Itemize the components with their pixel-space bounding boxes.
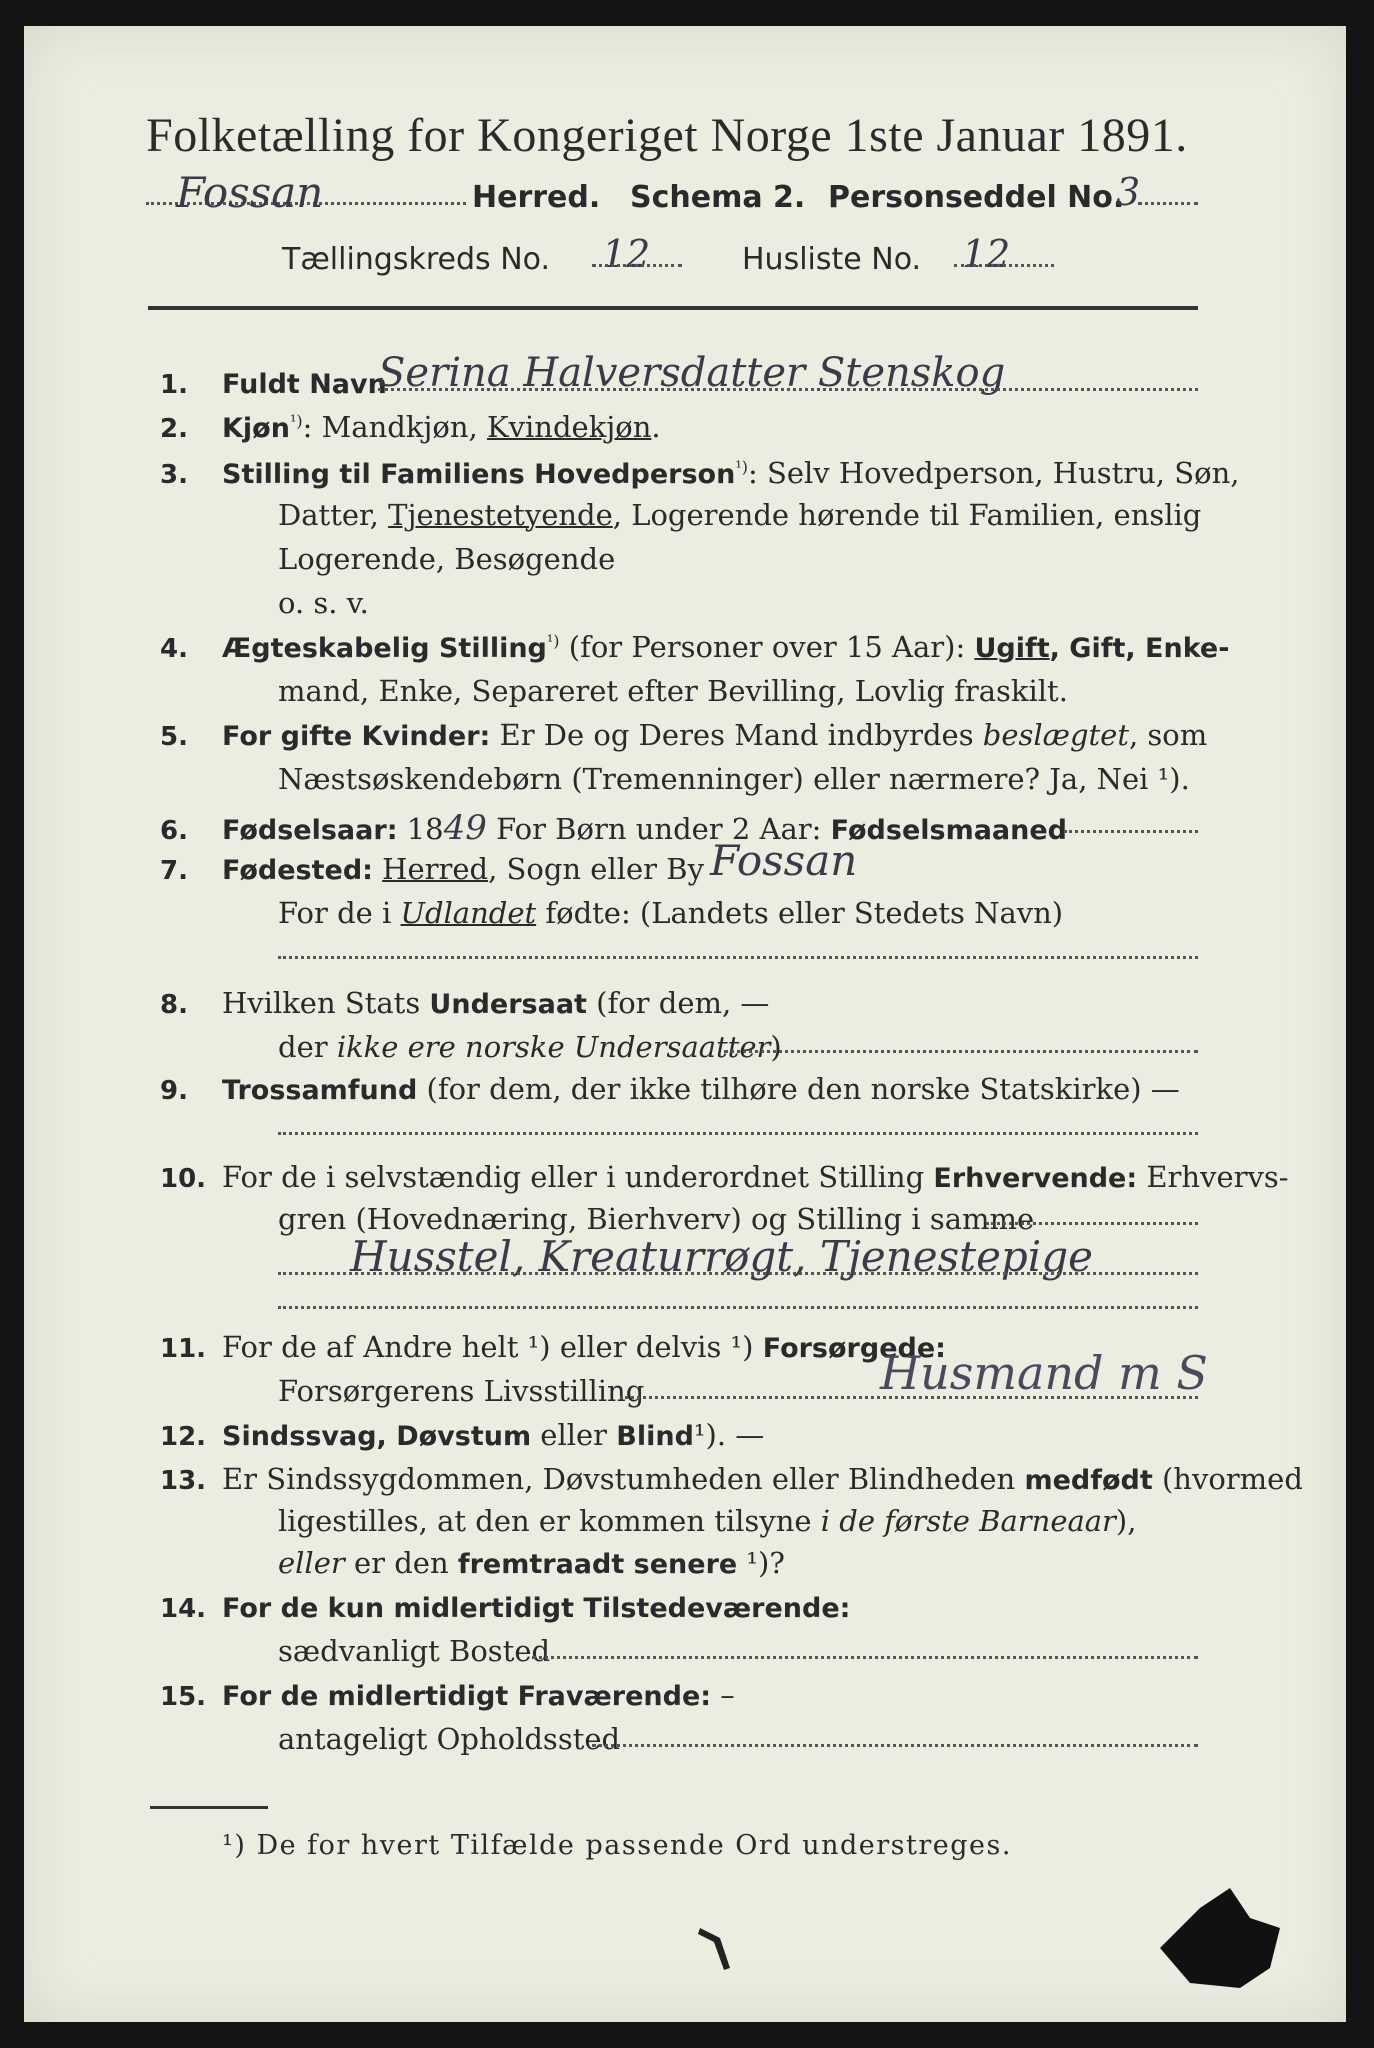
q-text: Er Sindssygdommen, Døvstumheden eller Blindheden — [222, 1462, 1025, 1496]
q-label: Erhvervende: — [933, 1163, 1138, 1194]
question-8-line-2 — [278, 1030, 782, 1064]
q-label: Fuldt Navn — [222, 369, 387, 400]
dotted-leader — [592, 264, 682, 267]
question-5 — [160, 718, 1207, 752]
selected-option: Kvindekjøn — [486, 410, 652, 444]
q-text: , som — [1128, 718, 1208, 752]
form-title: Folketælling for Kongeriget Norge 1ste Januar 1891. — [146, 109, 1188, 162]
q-text: For de i selvstændig eller i underordnet Stilling — [222, 1160, 934, 1194]
occupation-value: Husstel, Kreaturrøgt, Tjenestepige — [350, 1232, 1093, 1281]
q-label: Blind — [616, 1421, 694, 1452]
question-5-line-2: Næstsøskendebørn (Tremenninger) eller nærmere? Ja, Nei ¹). — [278, 762, 1190, 796]
q-label: Fødselsaar: — [222, 815, 398, 846]
q-label: Stilling til Familiens Hovedperson — [222, 459, 736, 490]
q-text: , Gift, Enke- — [1049, 633, 1230, 664]
q-label: Ægteskabelig Stilling — [222, 633, 547, 664]
question-13-line-2 — [278, 1504, 1136, 1538]
question-10 — [160, 1160, 1289, 1194]
q-text: ) — [770, 1030, 782, 1064]
footnote: ¹) De for hvert Tilfælde passende Ord understreges. — [222, 1830, 1012, 1861]
dotted-leader — [954, 264, 1054, 267]
q-text: Hvilken Stats — [222, 986, 421, 1020]
footnote-mark: ¹) — [735, 457, 748, 477]
kreds-line — [282, 232, 1082, 286]
personseddel-value: 3 — [1116, 170, 1141, 214]
q-number: 1. — [160, 370, 188, 400]
q-text: (hvormed — [1152, 1462, 1303, 1496]
dotted-leader — [278, 1132, 1198, 1135]
q-number: 13. — [160, 1466, 207, 1496]
dotted-leader — [278, 1306, 1198, 1309]
q-text: ), — [1115, 1504, 1137, 1538]
question-7-line-2 — [278, 896, 1063, 930]
q-number: 14. — [160, 1594, 207, 1624]
q-label: Trossamfund — [222, 1075, 418, 1106]
q-number: 9. — [160, 1076, 188, 1106]
q-text: For Børn under 2 Aar: — [486, 812, 831, 846]
q-text: fødte: (Landets eller Stedets Navn) — [536, 896, 1064, 930]
q-text: ¹)? — [737, 1546, 785, 1580]
full-name-value: Serina Halversdatter Stenskog — [378, 350, 1006, 396]
ink-blot — [1160, 1888, 1310, 1998]
dotted-leader — [592, 1744, 1198, 1747]
q-text: ¹). — — [693, 1418, 765, 1452]
dotted-leader — [278, 1272, 1198, 1275]
provider-occupation-value: Husmand m S — [880, 1346, 1208, 1400]
selected-option: Tjenestetyende — [388, 498, 613, 532]
dotted-leader — [1138, 202, 1198, 205]
q-label: medfødt — [1024, 1465, 1153, 1496]
q-text: Er De og Deres Mand indbyrdes — [490, 718, 983, 752]
q-number: 6. — [160, 816, 188, 846]
q-label: Sindssvag, Døvstum — [222, 1421, 532, 1452]
q-text: (for Personer over 15 Aar): — [559, 630, 975, 664]
q-text: Erhvervs- — [1137, 1160, 1289, 1194]
footnote-mark: ¹) — [289, 411, 303, 431]
q-text: – — [711, 1678, 735, 1712]
birth-year-value: 49 — [443, 808, 487, 848]
q-label: Fødested: — [222, 855, 373, 886]
husliste-label: Husliste No. — [742, 242, 922, 277]
dotted-leader — [986, 1222, 1198, 1225]
q-text: (for dem, — — [586, 986, 770, 1020]
q-number: 5. — [160, 722, 188, 752]
q-text-italic: Udlandet — [400, 896, 537, 930]
q-text: : Mandkjøn, — [302, 410, 487, 444]
question-7 — [160, 852, 704, 886]
q-label: Forsørgede: — [762, 1333, 946, 1364]
herred-label: Herred. — [472, 180, 601, 215]
q-label: Kjøn — [222, 413, 290, 444]
footnote-mark: ¹) — [546, 631, 560, 651]
question-3-line-4: o. s. v. — [278, 586, 369, 620]
q-number: 8. — [160, 990, 188, 1020]
census-form-page — [24, 26, 1346, 2022]
dotted-leader — [378, 388, 1198, 391]
herred-line — [146, 168, 1200, 224]
question-13-line-3 — [278, 1546, 785, 1580]
q-number: 7. — [160, 856, 188, 886]
q-number: 3. — [160, 460, 188, 490]
question-10-line-2: gren (Hovednæring, Bierhverv) og Stilling i samme — [278, 1202, 1035, 1236]
question-2 — [160, 410, 661, 444]
q-text: . — [651, 410, 661, 444]
q-number: 2. — [160, 414, 188, 444]
husliste-value: 12 — [962, 232, 1011, 276]
footnote-rule — [150, 1806, 268, 1809]
q-text: Datter, — [278, 498, 389, 532]
birthplace-value: Fossan — [710, 836, 858, 885]
header-divider — [148, 306, 1198, 310]
q-label: fremtraadt senere — [457, 1549, 738, 1580]
q-label: For de midlertidigt Fraværende: — [222, 1681, 712, 1712]
question-15 — [160, 1678, 735, 1712]
q-text: ligestilles, at den er kommen tilsyne — [278, 1504, 821, 1538]
q-text: (for dem, der ikke tilhøre den norske Statskirke) — — [417, 1072, 1180, 1106]
ink-mark — [690, 1918, 750, 1978]
kreds-label: Tællingskreds No. — [282, 242, 550, 277]
herred-value: Fossan — [176, 168, 324, 217]
selected-option: Herred — [382, 852, 489, 886]
question-6 — [160, 808, 1067, 848]
q-label: Fødselsmaaned — [830, 815, 1068, 846]
q-text: er den — [344, 1546, 458, 1580]
dotted-leader — [278, 956, 1198, 959]
personseddel-label: Personseddel No. — [828, 180, 1125, 215]
dotted-leader — [1064, 830, 1198, 833]
question-15-line-2: antageligt Opholdssted — [278, 1722, 621, 1756]
question-3-line-2 — [278, 498, 1201, 532]
q-text-italic: eller — [278, 1546, 345, 1580]
q-text: , Logerende hørende til Familien, enslig — [612, 498, 1202, 532]
question-9 — [160, 1072, 1180, 1106]
question-8 — [160, 986, 769, 1020]
question-3-line-3: Logerende, Besøgende — [278, 542, 616, 576]
question-4-line-2: mand, Enke, Separeret efter Bevilling, Lovlig fraskilt. — [278, 674, 1068, 708]
kreds-value: 12 — [602, 232, 651, 276]
dotted-leader — [532, 1656, 1198, 1659]
question-13 — [160, 1462, 1303, 1496]
q-text-italic: ikke ere norske Undersaatter — [336, 1030, 771, 1064]
dotted-leader — [724, 1050, 1198, 1053]
q-text-italic: beslægtet — [982, 718, 1129, 752]
q-text: For de af Andre helt ¹) eller delvis ¹) — [222, 1330, 763, 1364]
q-label: For gifte Kvinder: — [222, 721, 491, 752]
question-1 — [160, 366, 387, 400]
question-14-line-2: sædvanligt Bosted — [278, 1634, 551, 1668]
q-label: For de kun midlertidigt Tilstedeværende: — [222, 1593, 851, 1624]
q-number: 4. — [160, 634, 188, 664]
q-text: eller — [531, 1418, 617, 1452]
q-text: der — [278, 1030, 337, 1064]
selected-option: Ugift — [974, 633, 1050, 664]
q-label: Undersaat — [429, 989, 587, 1020]
question-4 — [160, 630, 1229, 664]
q-number: 10. — [160, 1164, 207, 1194]
q-text: For de i — [278, 896, 401, 930]
question-11 — [160, 1330, 946, 1364]
question-14 — [160, 1590, 850, 1624]
q-text: , Sogn eller By — [488, 852, 704, 886]
schema-label: Schema 2. — [630, 180, 806, 215]
q-text-italic: i de første Barneaar — [820, 1504, 1116, 1538]
q-number: 11. — [160, 1334, 207, 1364]
question-11-line-2: Forsørgerens Livsstilling — [278, 1374, 645, 1408]
q-number: 12. — [160, 1422, 207, 1452]
question-12 — [160, 1418, 764, 1452]
q-text: 18 — [397, 812, 444, 846]
q-text: : Selv Hovedperson, Hustru, Søn, — [747, 456, 1240, 490]
question-3 — [160, 456, 1239, 490]
q-number: 15. — [160, 1682, 207, 1712]
